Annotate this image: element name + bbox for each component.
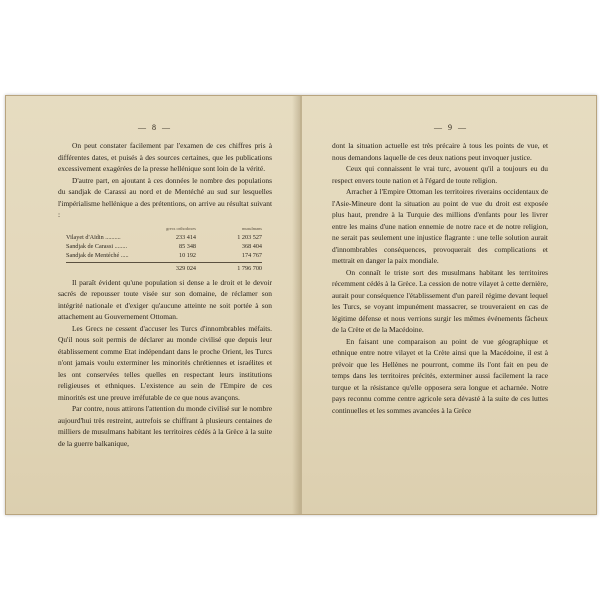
paragraph: Ceux qui connaissent le vrai turc, avouent qu'il a toujours eu du respect envers toute nation et à l'égard de toute religion. (332, 164, 548, 185)
page-number: — 8 — (138, 123, 172, 132)
left-page (6, 96, 300, 514)
right-page-text (332, 140, 548, 416)
right-page (302, 96, 596, 514)
paragraph: On peut constater facilement par l'examen de ces chiffres pris à différentes dates, et puisés à des sources certaines, que les publications excessivement exagérées de la presse hellénique sont loin de la vérité. (58, 141, 272, 173)
book-spread (5, 95, 597, 515)
table-row: Vilayet d'Aïdin .......... 233 414 1 203 527 (66, 233, 262, 241)
table-row: Sandjak de Carassi ........ 85 348 368 404 (66, 242, 262, 250)
paragraph: Il paraît évident qu'une population si dense a le droit et le devoir sacrés de repousser toute visée sur son domaine, de réclamer son intégrité nationale et d'exiger qu'aucune atteinte ne soit portée à son attachement au Gouvernement Ottoman. (58, 277, 272, 321)
table-row: Sandjak de Mentéché ..... 10 192 174 767 (66, 251, 262, 259)
paragraph: Par contre, nous attirons l'attention du monde civilisé sur le nombre aujourd'hui très restreint, autrefois se chiffrant à plusieurs centaines de milliers de musulmans habitant les territoires cédés à la Grèce à la suite de la guerre balkanique, (58, 404, 272, 448)
paragraph: Les Grecs ne cessent d'accuser les Turcs d'innombrables méfaits. Qu'il nous soit permis de déclarer au monde civilisé que depuis leur établissement comme Etat indépendant dans le proche Orient, les Turcs n'ont jamais voulu exterminer les minorités chrétiennes et israélites et les ont conservées telles quelles en respectant leurs institutions religieuses et ethniques. L'existence au sein de l'Empire de ces minorités est une preuve irréfutable de ce que nous avançons. (58, 323, 272, 402)
page-number: — 9 — (434, 123, 468, 132)
paragraph: En faisant une comparaison au point de vue géographique et ethnique entre notre vilayet et la Crète ainsi que la Macédoine, il est à prévoir que les Hellènes ne pourront, comme ils l'ont fait en peu de temps dans les territoires précités, exterminer aussi facilement la race turque et la résistance qu'elle opposera sera longue et acharnée. Notre pays reconnu comme centre agricole sera dévasté à la suite de ces luttes continuelles et les sommes avancées à la Grèce (332, 336, 548, 415)
population-table (66, 224, 262, 273)
table-total-row: 329 024 1 796 700 (66, 262, 262, 273)
left-page-text (58, 140, 272, 449)
paragraph: On connaît le triste sort des musulmans habitant les territoires récemment cédés à la Grèce. La cession de notre vilayet à cette dernière, aurait pour conséquence l'établissement d'un pareil régime devant lequel les Turcs, se voyant impunément massacrer, se trouveraient en cas de légitime défense et nous verrions surgir les mêmes événements fâcheux de la Crète et de la Macédoine. (332, 267, 548, 334)
paragraph: dont la situation actuelle est très précaire à tous les points de vue, et nous demandons laquelle de ces deux nations peut invoquer justice. (332, 141, 548, 162)
paragraph: Arracher à l'Empire Ottoman les territoires riverains occidentaux de l'Asie-Mineure dont la situation au point de vue du droit est exposée plus haut, prendre à la Turquie des millions d'enfants pour les livrer entre les mains d'une nation ennemie de notre race et de notre religion, ne serait pas seulement une injustice flagrante : une telle solution aurait d'innombrables conséquences, provoquerait des complications et mettrait en danger la paix mondiale. (332, 187, 548, 265)
paragraph: D'autre part, en ajoutant à ces données le nombre des populations du sandjak de Carassi au nord et de Mentéché au sud sur lesquelles l'impérialisme hellénique a des prétentions, on arrive au résultat suivant : (58, 175, 272, 219)
table-header: grecs orthodoxes musulmans (166, 225, 262, 231)
